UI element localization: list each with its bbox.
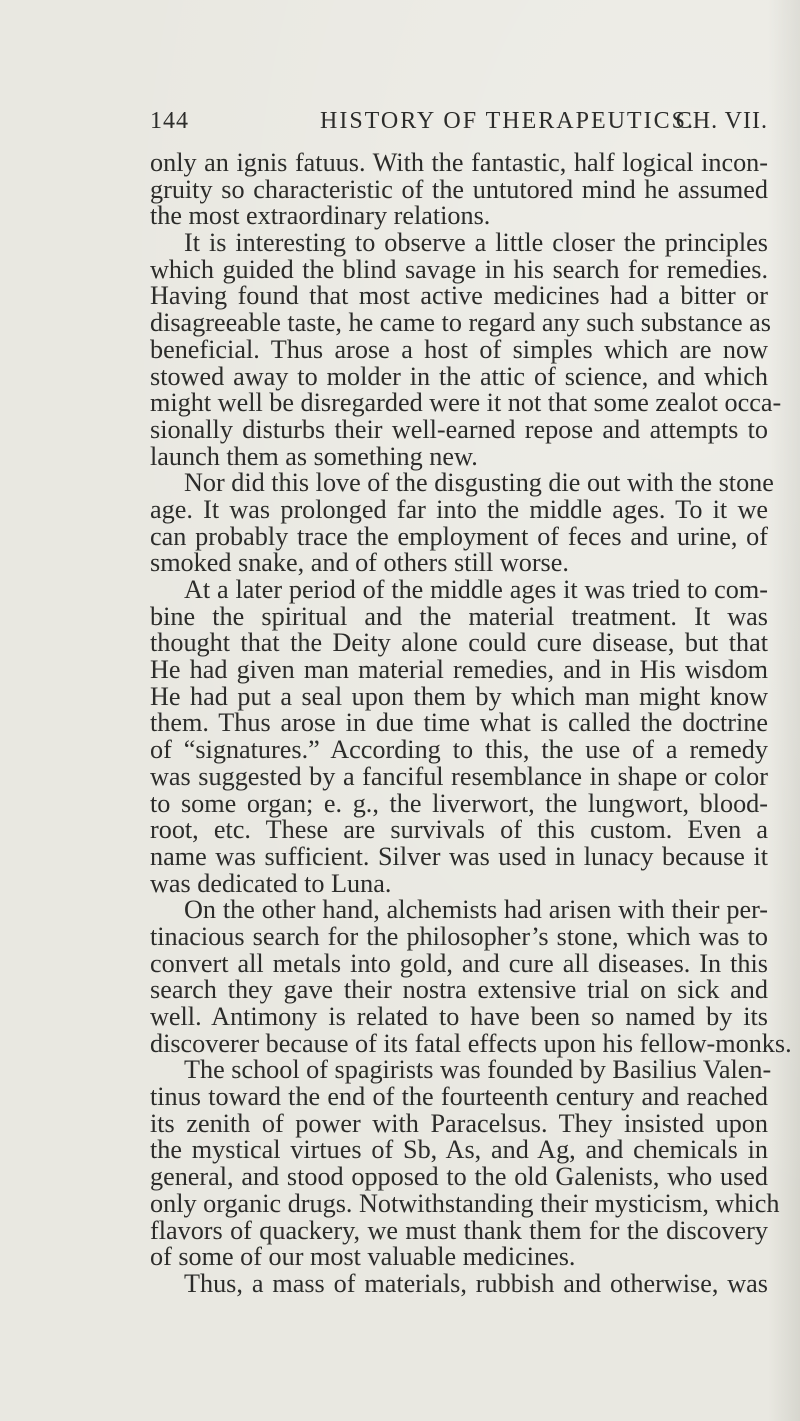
text-line: can probably trace the employment of feces and urine, of [150,521,768,551]
chapter-label: CH. VII. [675,108,768,134]
text-line: was suggested by a fanciful resemblance in shape or color [150,761,768,791]
text-line: of some of our most valuable medicines. [150,1242,576,1272]
text-line: only an ignis fatuus. With the fantastic, half logical incon- [150,148,768,177]
text-line: beneficial. Thus arose a host of simples which are now [150,334,768,364]
text-line: which guided the blind savage in his search for remedies. [150,254,768,284]
text-line: He had given man material remedies, and in His wisdom [150,655,768,685]
text-line: It is interesting to observe a little closer the principles [184,228,768,258]
text-line: At a later period of the middle ages it was tried to com- [184,575,768,604]
text-line: was dedicated to Luna. [150,868,392,898]
text-line: sionally disturbs their well-earned repose and attempts to [150,414,768,444]
text-line: convert all metals into gold, and cure all diseases. In this [150,948,768,978]
text-line: discoverer because of its fatal effects upon his fellow-monks. [150,1028,792,1058]
text-line: Having found that most active medicines had a bitter or [150,281,768,311]
text-line: Thus, a mass of materials, rubbish and otherwise, was [184,1268,768,1298]
text-line: bine the spiritual and the material treatment. It was [150,601,768,631]
page-number: 144 [150,108,189,134]
text-line: He had put a seal upon them by which man might know [150,681,768,711]
text-line: search they gave their nostra extensive trial on sick and [150,975,768,1005]
text-line: of “signatures.” According to this, the use of a remedy [150,735,768,765]
text-line: tinus toward the end of the fourteenth century and reached [150,1082,768,1112]
text-line: age. It was prolonged far into the middle ages. To it we [150,494,768,524]
running-title: HISTORY OF THERAPEUTICS. [320,108,695,134]
text-line: tinacious search for the philosopher’s stone, which was to [150,921,768,951]
text-line: might well be disregarded were it not that some zealot occa- [150,388,782,418]
text-line: only organic drugs. Notwithstanding their mysticism, which [150,1188,780,1218]
text-line: to some organ; e. g., the liverwort, the lungwort, blood- [150,788,768,818]
text-line: stowed away to molder in the attic of science, and which [150,361,768,391]
text-line: smoked snake, and of others still worse. [150,548,569,578]
text-line: disagreeable taste, he came to regard any such substance as [150,308,771,338]
text-line: well. Antimony is related to have been so named by its [150,1002,768,1031]
text-line: The school of spagirists was founded by Basilius Valen- [184,1055,772,1085]
text-line: root, etc. These are survivals of this custom. Even a [150,815,768,845]
text-line: its zenith of power with Paracelsus. They insisted upon [150,1108,768,1138]
text-line: On the other hand, alchemists had arisen with their per- [184,895,768,925]
text-line: the most extraordinary relations. [150,201,491,231]
text-line: launch them as something new. [150,441,478,471]
text-line: gruity so characteristic of the untutored mind he assumed [150,174,768,204]
running-head [150,108,768,138]
text-line: name was sufficient. Silver was used in lunacy because it [150,841,768,871]
text-line: flavors of quackery, we must thank them for the discovery [150,1215,768,1245]
text-line: general, and stood opposed to the old Galenists, who used [150,1162,768,1192]
text-line: Nor did this love of the disgusting die out with the stone [184,468,774,498]
body-text [150,148,792,1298]
text-line: thought that the Deity alone could cure disease, but that [150,628,768,658]
text-line: them. Thus arose in due time what is called the doctrine [150,708,768,738]
text-line: the mystical virtues of Sb, As, and Ag, and chemicals in [150,1135,768,1165]
